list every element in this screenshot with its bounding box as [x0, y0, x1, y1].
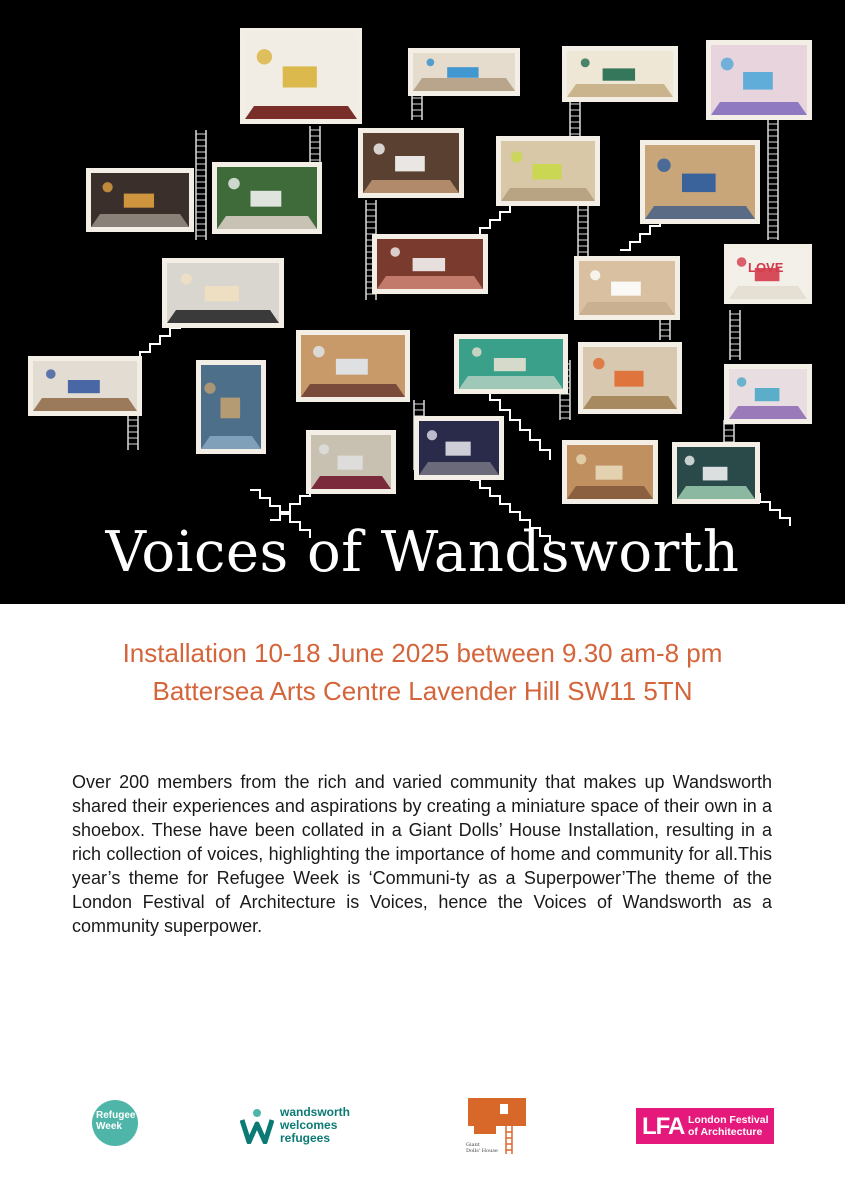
gdh-caption: Giant Dolls' House [466, 1142, 498, 1154]
room-floor [729, 286, 807, 299]
room-floor [311, 476, 391, 489]
room-decor [721, 58, 734, 71]
partner-logos [0, 1090, 845, 1170]
room-decor [319, 444, 329, 454]
event-dates: Installation 10-18 June 2025 between 9.30 am-8 pm [122, 638, 723, 668]
room-furniture [614, 371, 643, 387]
room-decor [511, 151, 522, 162]
love-lettering: LOVE [748, 260, 784, 275]
room-decor [685, 456, 695, 466]
room-decor [472, 347, 482, 357]
room-decor [102, 182, 112, 192]
room-furniture [68, 380, 100, 393]
room-floor [677, 486, 755, 499]
room-furniture [447, 67, 478, 78]
room-furniture [596, 466, 623, 480]
description-paragraph: Over 200 members from the rich and varied community that makes up Wandsworth shared their experiences and aspirations by creating a miniature space of their own in a shoebox. These have been collated in a Giant Dolls’ House Installation, resulting in a rich collection of voices, highlighting the importance of home and community for all.This year’s theme for Refugee Week is ‘Communi-ty as a Superpower’The theme of the London Festival of Architecture is Voices, hence the Voices of Wandsworth as a community superpower. [72, 772, 772, 936]
room-floor [501, 188, 595, 201]
room-decor [576, 454, 586, 464]
room-floor [301, 384, 405, 397]
room-floor [377, 276, 483, 289]
room-furniture [755, 388, 780, 401]
room-floor [579, 302, 675, 315]
room-furniture [205, 286, 239, 301]
room-furniture [494, 358, 526, 371]
room-decor [427, 59, 435, 67]
room-floor [459, 376, 563, 389]
room-floor [33, 398, 137, 411]
room-decor [390, 247, 400, 257]
room-furniture [611, 282, 641, 296]
room-decor [590, 270, 600, 280]
room-floor [217, 216, 317, 229]
room-floor [245, 106, 357, 119]
room-decor [313, 346, 325, 358]
room-floor [583, 396, 677, 409]
room-floor [645, 206, 755, 219]
room-furniture [703, 467, 728, 481]
room-furniture [124, 194, 154, 208]
room-furniture [603, 68, 635, 80]
event-venue: Battersea Arts Centre Lavender Hill SW11 5TN [152, 676, 693, 706]
lfa-short-label: LFA [642, 1113, 685, 1140]
room-furniture [682, 174, 716, 192]
hero-title: Voices of Wandsworth [105, 520, 740, 585]
room-furniture [283, 66, 317, 87]
wwr-mark-icon [240, 1108, 274, 1144]
room-furniture [251, 191, 282, 207]
room-decor [181, 273, 192, 284]
room-furniture [413, 258, 445, 271]
refugee-week-label: Refugee Week [96, 1110, 136, 1132]
lfa-logo [636, 1108, 774, 1144]
wandsworth-welcomes-refugees-logo [240, 1104, 380, 1150]
room-decor [204, 383, 215, 394]
room-furniture [338, 456, 363, 470]
room-floor [363, 180, 459, 193]
room-decor [737, 257, 747, 267]
room-floor [167, 310, 279, 323]
room-decor [46, 369, 56, 379]
room-floor [413, 78, 515, 91]
giant-dolls-house-logo [466, 1096, 530, 1162]
room-furniture [221, 398, 241, 419]
room-floor [567, 486, 653, 499]
room-decor [581, 58, 590, 67]
room-floor [201, 436, 261, 449]
room-furniture [532, 164, 561, 179]
lfa-long-label: London Festival of Architecture [688, 1114, 769, 1138]
room-decor [593, 358, 605, 370]
room-decor [257, 49, 272, 64]
room-furniture [446, 442, 471, 456]
room-decor [427, 430, 437, 440]
room-decor [228, 178, 240, 190]
room-furniture [336, 359, 368, 375]
wwr-label: wandsworth welcomes refugees [280, 1105, 351, 1145]
room-decor [737, 377, 747, 387]
room-decor [374, 143, 385, 154]
room-floor [711, 102, 807, 115]
room-floor [91, 214, 189, 227]
room-decor [657, 158, 670, 171]
refugee-week-logo [84, 1100, 148, 1150]
room-furniture [395, 156, 425, 171]
room-furniture [743, 72, 773, 90]
room-floor [567, 84, 673, 97]
room-floor [419, 462, 499, 475]
room-floor [729, 406, 807, 419]
